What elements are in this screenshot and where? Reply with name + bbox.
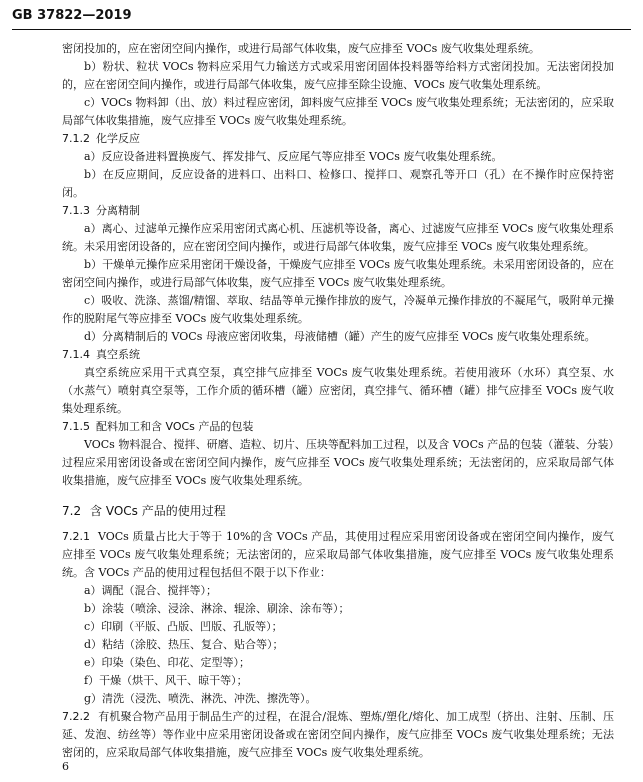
list-item: f）干燥（烘干、风干、晾干等）； xyxy=(84,674,248,687)
heading-number: 7.1.4 xyxy=(62,348,90,361)
page-number: 6 xyxy=(62,760,69,773)
header-rule xyxy=(12,29,631,30)
paragraph: a）离心、过滤单元操作应采用密闭式离心机、压滤机等设备，离心、过滤废气应排至 VOCs 废气收集处理系统。未采用密闭设备的，应在密闭空间内操作，或进行局部气体收集，废气应排至 VOCs 废气收集处理系统。 xyxy=(62,222,614,253)
numbered-clause xyxy=(62,708,614,762)
paragraph: VOCs 物料混合、搅拌、研磨、造粒、切片、压块等配料加工过程，以及含 VOCs 产品的包装（灌装、分装）过程应采用密闭设备或在密闭空间内操作，废气应排至 VOCs 废气收集处理系统；无法密闭的，应采取局部气体收集措施，废气应排至 VOCs 废气收集处理系统。 xyxy=(62,438,614,487)
list-item: d）粘结（涂胶、热压、复合、贴合等）； xyxy=(84,638,284,651)
numbered-clause xyxy=(62,528,614,582)
subsection-heading xyxy=(62,418,614,436)
subsection-heading xyxy=(62,130,614,148)
paragraph: 真空系统应采用干式真空泵，真空排气应排至 VOCs 废气收集处理系统。若使用液环（水环）真空泵、水（水蒸气）喷射真空泵等，工作介质的循环槽（罐）应密闭，真空排气、循环槽（罐）排气应排至 VOCs 废气收集处理系统。 xyxy=(62,366,614,415)
heading-number: 7.2 xyxy=(62,504,82,518)
document-body xyxy=(62,40,614,762)
list-item: c）印刷（平版、凸版、凹版、孔版等）； xyxy=(84,620,283,633)
clause-number: 7.2.2 xyxy=(62,710,90,723)
paragraph: d）分离精制后的 VOCs 母液应密闭收集，母液储槽（罐）产生的废气应排至 VOCs 废气收集处理系统。 xyxy=(84,330,596,343)
paragraph: c）吸收、洗涤、蒸馏/精馏、萃取、结晶等单元操作排放的废气，冷凝单元操作排放的不凝尾气，吸附单元操作的脱附尾气等应排至 VOCs 废气收集处理系统。 xyxy=(62,294,614,325)
heading-number: 7.1.5 xyxy=(62,420,90,433)
heading-title: 分离精制 xyxy=(96,204,140,217)
list-item: e）印染（染色、印花、定型等）； xyxy=(84,656,251,669)
list-item: a）调配（混合、搅拌等）； xyxy=(84,584,218,597)
heading-title: 真空系统 xyxy=(96,348,140,361)
subsection-heading xyxy=(62,202,614,220)
standard-code: GB 37822—2019 xyxy=(12,8,132,23)
paragraph: c）VOCs 物料卸（出、放）料过程应密闭，卸料废气应排至 VOCs 废气收集处理系统；无法密闭的，应采取局部气体收集措施，废气应排至 VOCs 废气收集处理系统。 xyxy=(62,96,614,127)
paragraph: a）反应设备进料置换废气、挥发排气、反应尾气等应排至 VOCs 废气收集处理系统。 xyxy=(84,150,503,163)
heading-title: 配料加工和含 VOCs 产品的包装 xyxy=(96,420,254,433)
heading-title: 化学反应 xyxy=(96,132,140,145)
clause-text: VOCs 质量占比大于等于 10%的含 VOCs 产品，其使用过程应采用密闭设备或在密闭空间内操作，废气应排至 VOCs 废气收集处理系统；无法密闭的，应采取局部气体收集措施，废气应排至 VOCs 废气收集处理系统。含 VOCs 产品的使用过程包括但不限于以下作业： xyxy=(62,530,614,579)
heading-title: 含 VOCs 产品的使用过程 xyxy=(90,504,226,518)
heading-number: 7.1.2 xyxy=(62,132,90,145)
section-heading xyxy=(62,502,614,520)
paragraph: b）干燥单元操作应采用密闭干燥设备，干燥废气应排至 VOCs 废气收集处理系统。未采用密闭设备的，应在密闭空间内操作，或进行局部气体收集，废气应排至 VOCs 废气收集处理系统。 xyxy=(62,258,614,289)
paragraph: b）粉状、粒状 VOCs 物料应采用气力输送方式或采用密闭固体投料器等给料方式密闭投加。无法密闭投加的，应在密闭空间内操作，或进行局部气体收集，废气应排至除尘设施、VOCs 废气收集处理系统。 xyxy=(62,60,614,91)
subsection-heading xyxy=(62,346,614,364)
heading-number: 7.1.3 xyxy=(62,204,90,217)
list-item: g）清洗（浸洗、喷洗、淋洗、冲洗、擦洗等）。 xyxy=(84,692,317,705)
paragraph: b）在反应期间，反应设备的进料口、出料口、检修口、搅拌口、观察孔等开口（孔）在不操作时应保持密闭。 xyxy=(62,168,614,199)
list-item: b）涂装（喷涂、浸涂、淋涂、辊涂、刷涂、涂布等）； xyxy=(84,602,350,615)
clause-number: 7.2.1 xyxy=(62,530,90,543)
clause-text: 有机聚合物产品用于制品生产的过程，在混合/混炼、塑炼/塑化/熔化、加工成型（挤出、注射、压制、压延、发泡、纺丝等）等作业中应采用密闭设备或在密闭空间内操作，废气应排至 VOCs 废气收集处理系统；无法密闭的，应采取局部气体收集措施，废气应排至 VOCs 废气收集处理系统。 xyxy=(62,710,614,759)
paragraph: 密闭投加的，应在密闭空间内操作，或进行局部气体收集，废气应排至 VOCs 废气收集处理系统。 xyxy=(62,42,540,55)
